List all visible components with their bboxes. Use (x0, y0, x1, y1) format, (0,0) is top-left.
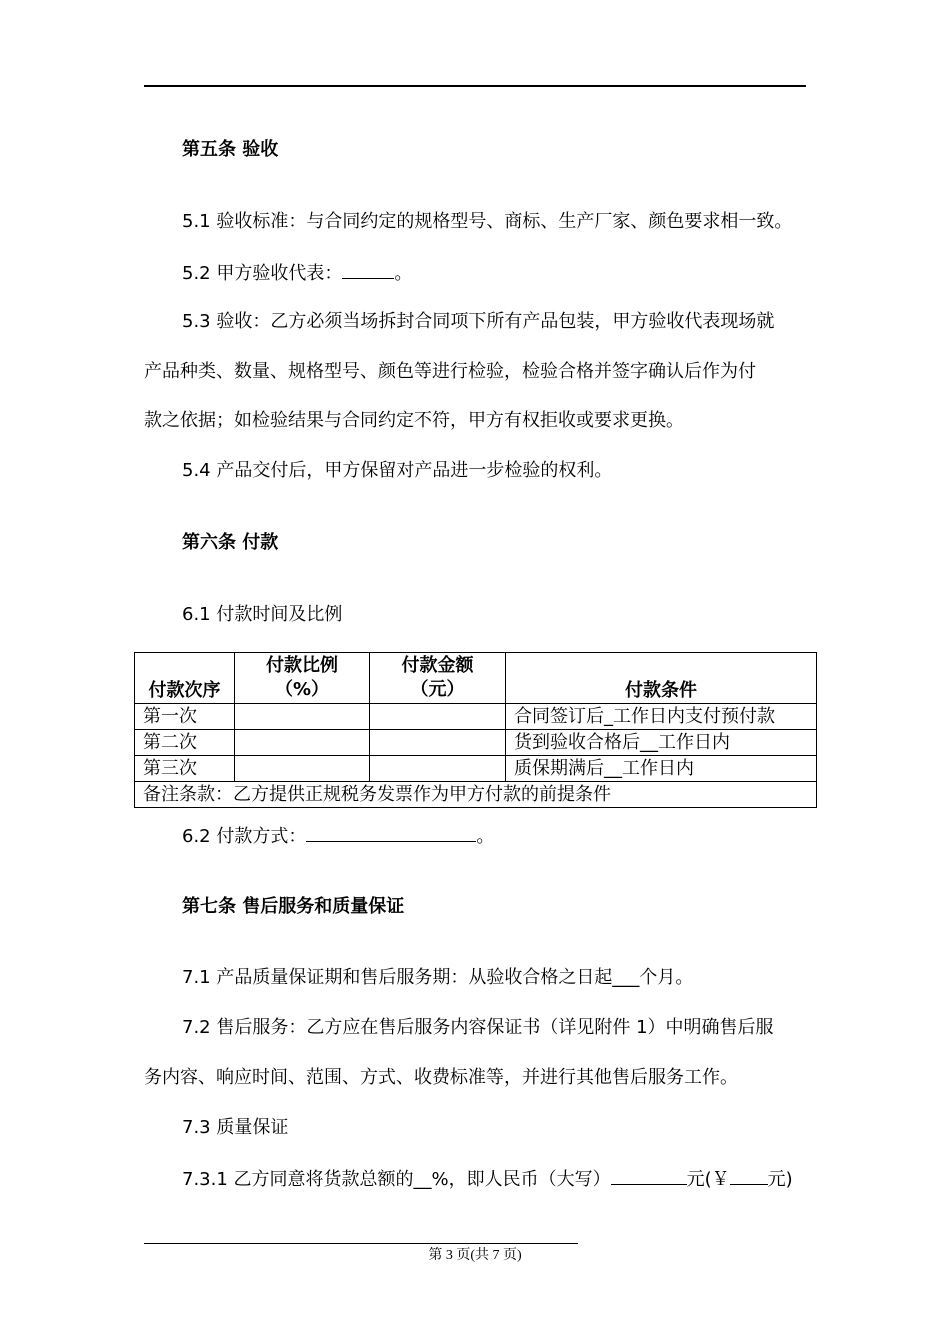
table-cell (370, 756, 506, 782)
clause-5-1: 5.1 验收标准：与合同约定的规格型号、商标、生产厂家、颜色要求相一致。 (182, 211, 793, 232)
table-cell: 第一次 (135, 704, 235, 730)
table-cell: 货到验收合格后__工作日内 (506, 730, 817, 756)
clause-7-2-line-2: 务内容、响应时间、范围、方式、收费标准等，并进行其他售后服务工作。 (144, 1067, 738, 1088)
table-cell: 合同签订后_工作日内支付预付款 (506, 704, 817, 730)
blank-field (730, 1166, 768, 1185)
table-cell: 第三次 (135, 756, 235, 782)
clause-7-3: 7.3 质量保证 (182, 1117, 289, 1138)
clause-7-3-1-mid: 元(￥ (686, 1169, 730, 1190)
clause-7-2-line-1: 7.2 售后服务：乙方应在售后服务内容保证书（详见附件 1）中明确售后服 (182, 1017, 774, 1038)
table-cell (370, 704, 506, 730)
clause-6-2-text: 6.2 付款方式： (182, 826, 307, 847)
table-row (135, 756, 817, 782)
article-5-heading: 第五条 验收 (182, 139, 279, 160)
table-cell: 质保期满后__工作日内 (506, 756, 817, 782)
blank-field (306, 823, 476, 842)
blank-field (611, 1166, 687, 1185)
clause-7-3-1-end: 元) (767, 1169, 793, 1190)
article-7-heading: 第七条 售后服务和质量保证 (182, 896, 405, 917)
clause-5-3-line-3: 款之依据；如检验结果与合同约定不符，甲方有权拒收或要求更换。 (144, 410, 684, 431)
clause-6-2-end: 。 (476, 826, 495, 847)
table-cell (370, 730, 506, 756)
clause-5-4: 5.4 产品交付后，甲方保留对产品进一步检验的权利。 (182, 460, 613, 481)
table-cell: 第二次 (135, 730, 235, 756)
table-header-cell: 付款条件 (506, 653, 817, 704)
clause-5-2-text: 5.2 甲方验收代表： (182, 263, 343, 284)
page-number: 第 3 页(共 7 页) (428, 1248, 522, 1263)
clause-5-3-line-1: 5.3 验收：乙方必须当场拆封合同项下所有产品包装，甲方验收代表现场就 (182, 311, 775, 332)
footer-rule (144, 1243, 578, 1244)
table-note-row (135, 782, 817, 808)
table-row (135, 730, 817, 756)
clause-6-1: 6.1 付款时间及比例 (182, 604, 343, 625)
table-header-cell: 付款次序 (135, 653, 235, 704)
clause-7-3-1-text: 7.3.1 乙方同意将货款总额的__%，即人民币（大写） (182, 1169, 611, 1190)
table-cell (235, 756, 370, 782)
table-header-row (135, 653, 817, 704)
clause-6-2 (182, 823, 494, 849)
table-header-cell: 付款比例（%） (235, 653, 370, 704)
clause-5-3-line-2: 产品种类、数量、规格型号、颜色等进行检验，检验合格并签字确认后作为付 (144, 361, 756, 382)
clause-5-2 (182, 260, 412, 286)
table-row (135, 704, 817, 730)
article-6-heading: 第六条 付款 (182, 532, 279, 553)
table-header-cell: 付款金额（元） (370, 653, 506, 704)
header-rule (144, 85, 806, 87)
table-cell (235, 704, 370, 730)
clause-7-3-1 (182, 1166, 793, 1192)
table-cell (235, 730, 370, 756)
table-note: 备注条款：乙方提供正规税务发票作为甲方付款的前提条件 (135, 782, 817, 808)
clause-7-1: 7.1 产品质量保证期和售后服务期：从验收合格之日起___个月。 (182, 967, 694, 988)
blank-field (342, 260, 394, 279)
clause-5-2-end: 。 (394, 263, 413, 284)
payment-table (134, 652, 817, 808)
